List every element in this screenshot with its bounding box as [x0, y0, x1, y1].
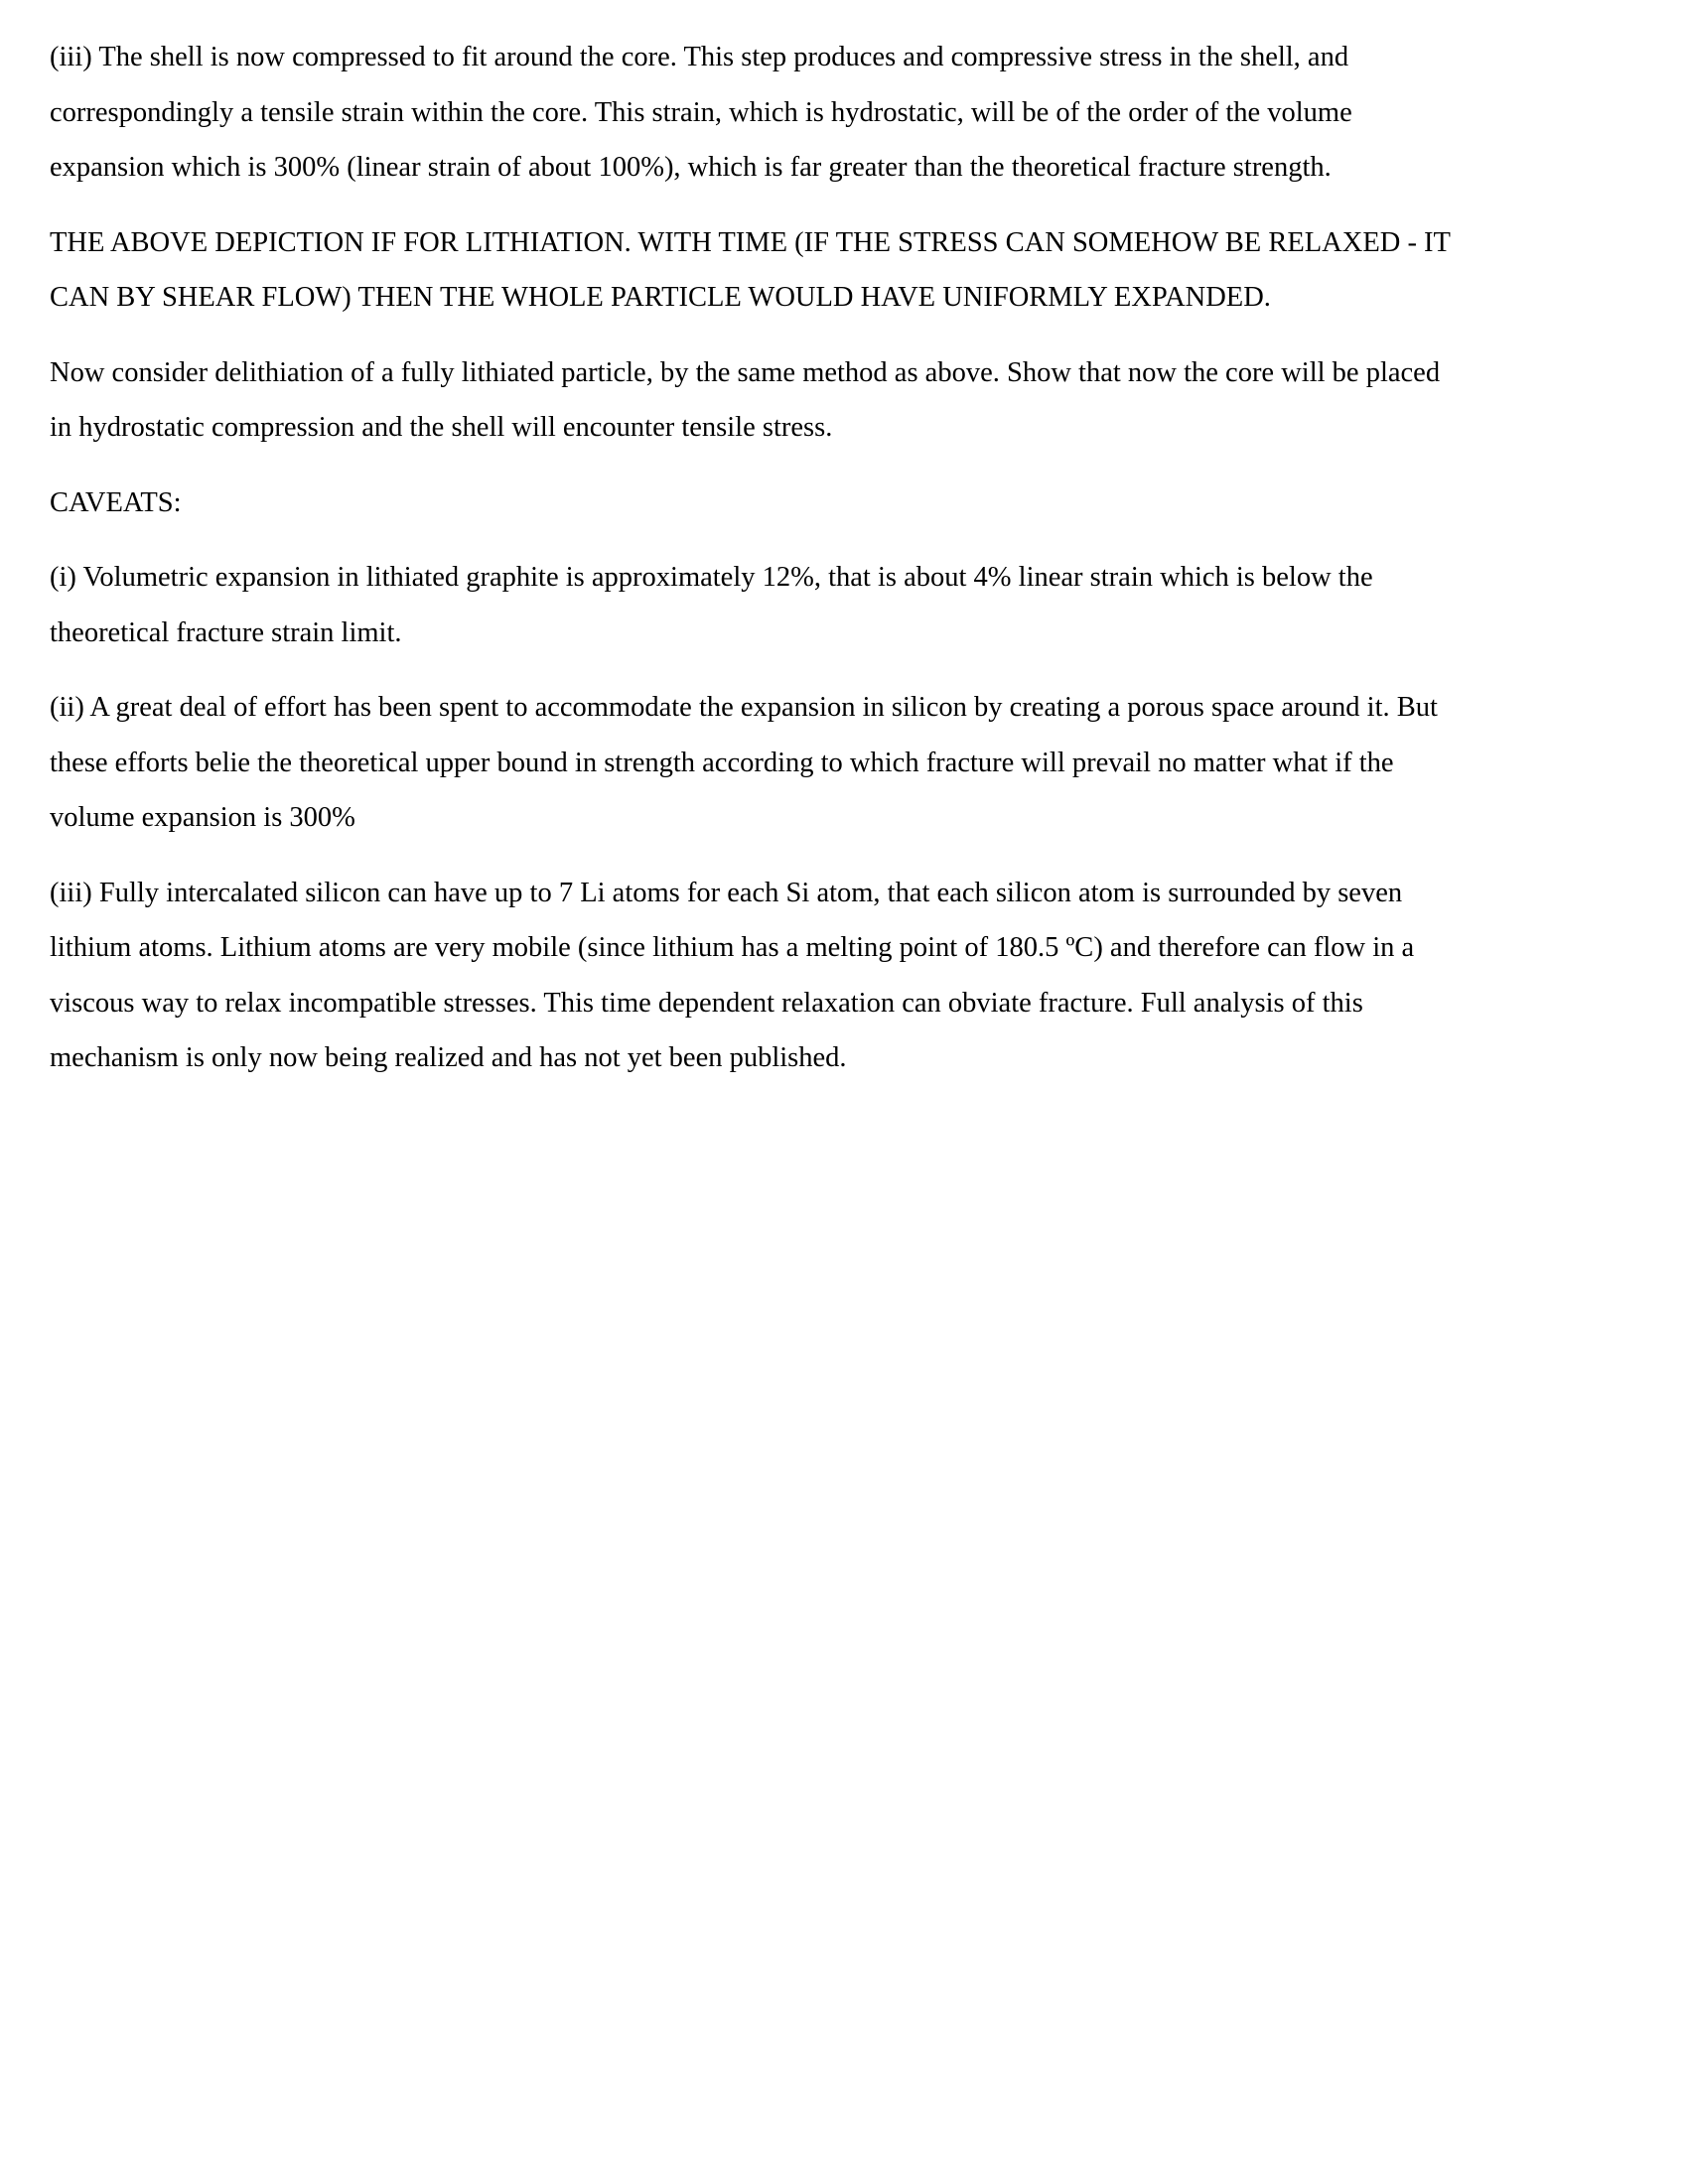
paragraph-shell-compression: (iii) The shell is now compressed to fit around the core. This step produces and compressive stress in the shell, and correspondingly a tensile strain within the core. This strain, which is hydrostatic, will be of the order of the volume expansion which is 300% (linear strain of about 100%), which is far greater than the theoretical fracture strength. — [50, 42, 1352, 183]
caveats-heading: CAVEATS: — [50, 486, 182, 518]
paragraph-delithiation: Now consider delithiation of a fully lithiated particle, by the same method as above. Show that now the core will be placed in hydrostatic compression and the shell will encounter tensile stress. — [50, 356, 1441, 443]
caveat-intercalated-silicon: (iii) Fully intercalated silicon can have up to 7 Li atoms for each Si atom, that each silicon atom is surrounded by seven lithium atoms. Lithium atoms are very mobile (since lithium has a melting point of 180.5 ºC) and therefore can flow in a viscous way to relax incompatible stresses. This time dependent relaxation can obviate fracture. Full analysis of this mechanism is only now being realized and has not yet been published. — [50, 877, 1415, 1073]
caveat-silicon-porous: (ii) A great deal of effort has been spent to accommodate the expansion in silicon by creating a porous space around it. But these efforts belie the theoretical upper bound in strength according to which fracture will prevail no matter what if the volume expansion is 300% — [50, 692, 1438, 833]
caveat-graphite: (i) Volumetric expansion in lithiated graphite is approximately 12%, that is about 4% linear strain which is below the theoretical fracture strain limit. — [50, 562, 1373, 648]
document-page — [50, 30, 1648, 1106]
paragraph-lithiation-note: THE ABOVE DEPICTION IF FOR LITHIATION. WITH TIME (IF THE STRESS CAN SOMEHOW BE RELAXED - IT CAN BY SHEAR FLOW) THEN THE WHOLE PARTICLE WOULD HAVE UNIFORMLY EXPANDED. — [50, 226, 1451, 313]
